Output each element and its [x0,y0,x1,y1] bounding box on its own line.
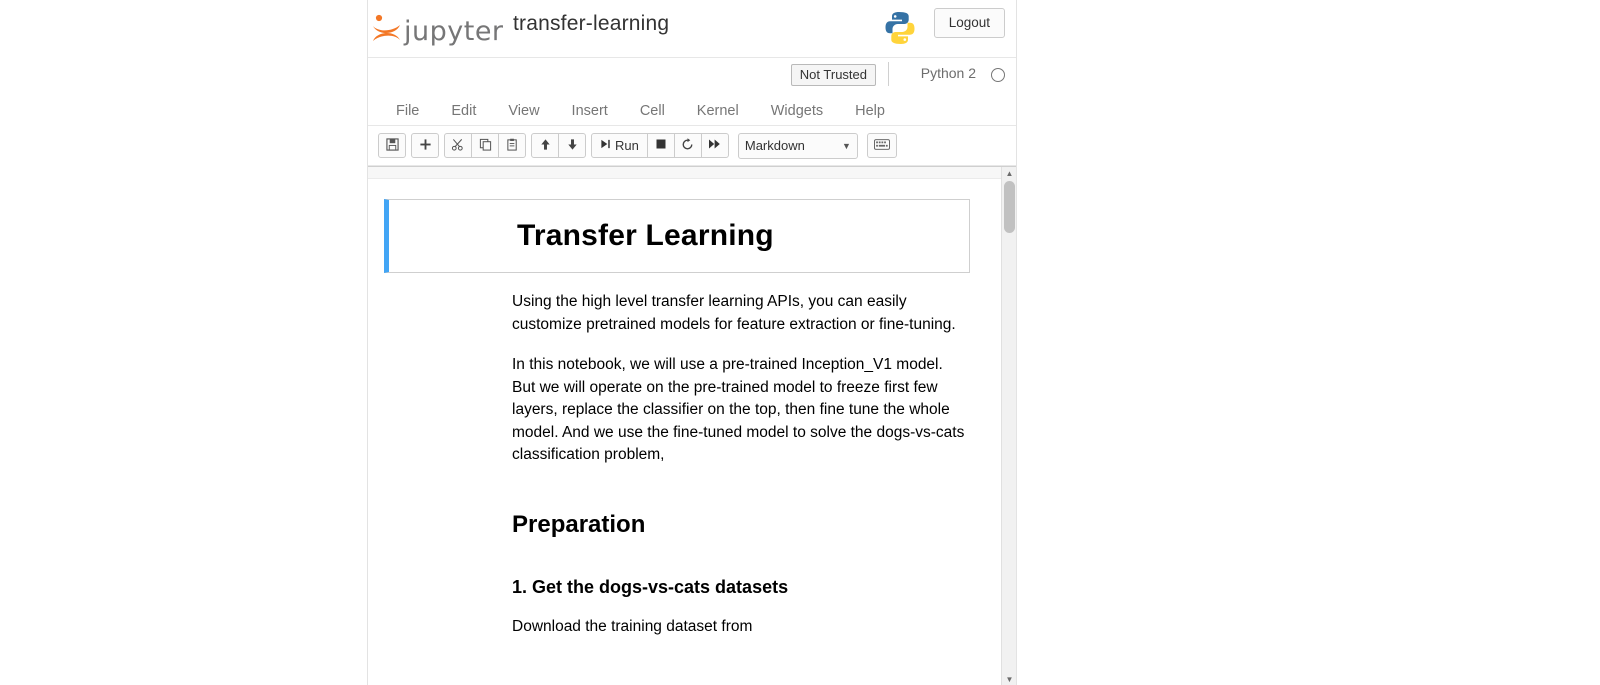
arrow-down-icon [566,138,579,154]
restart-kernel-button[interactable] [674,133,702,158]
plus-icon [419,138,432,154]
jupyter-logo[interactable] [370,11,504,51]
arrow-up-icon [539,138,552,154]
jupyter-logo-text: jupyter [404,15,504,47]
run-play-icon [600,138,611,153]
python-logo-icon [883,10,917,46]
command-palette-button[interactable] [867,133,897,158]
menu-item-insert[interactable]: Insert [571,103,608,119]
paragraph-description: In this notebook, we will use a pre-trained Inception_V1 model. But we will operate on the pre-trained model to freeze first few layers, replace the classifier on the top, then fine tune the whole model. And we use the fine-tuned model to solve the dogs-vs-cats classification problem, [512,356,965,463]
jupyter-logo-icon [370,13,404,49]
paste-icon [506,138,519,154]
logout-button[interactable]: Logout [934,8,1005,38]
move-cell-up-button[interactable] [531,133,559,158]
interrupt-kernel-button[interactable] [647,133,675,158]
kernel-name-label[interactable]: Python 2 [920,65,976,81]
move-button-group [531,133,586,158]
cut-cell-button[interactable] [444,133,472,158]
copy-icon [479,138,492,154]
kernel-idle-circle-icon[interactable] [991,68,1005,82]
page-title: Transfer Learning [517,219,774,252]
chevron-down-icon: ▼ [841,140,851,151]
restart-and-run-all-button[interactable] [701,133,729,158]
trust-and-kernel-bar [368,58,1016,96]
menu-item-widgets[interactable]: Widgets [770,103,824,119]
notebook-top-strip [368,167,1016,179]
restart-circle-icon [681,138,694,154]
run-button-group [591,133,729,158]
menu-item-view[interactable]: View [508,103,540,119]
menu-item-cell[interactable]: Cell [639,103,665,119]
markdown-cell-selected[interactable] [384,199,970,273]
paragraph-download: Download the training dataset from [512,617,753,635]
scrollbar-thumb[interactable] [1004,181,1015,233]
notebook-toolbar [368,126,1016,166]
keyboard-icon [874,139,890,153]
scroll-up-arrow-icon[interactable]: ▲ [1005,169,1014,178]
save-button[interactable] [378,133,406,158]
jupyter-notebook-window [367,0,1017,685]
menu-bar [368,96,1016,126]
paragraph-intro: Using the high level transfer learning APIs, you can easily customize pretrained models for feature extraction or fine-tuning. [512,293,956,333]
toolbar-divider [888,62,889,86]
copy-cell-button[interactable] [471,133,499,158]
cell-type-select[interactable] [738,133,858,159]
scroll-down-arrow-icon[interactable]: ▼ [1005,675,1014,684]
paste-cell-button[interactable] [498,133,526,158]
cell-type-value: Markdown [744,138,805,153]
save-floppy-icon [386,138,399,154]
menu-item-edit[interactable]: Edit [451,103,477,119]
run-label: Run [615,138,639,153]
notebook-scrollbar[interactable] [1001,167,1016,685]
heading-step-one: 1. Get the dogs-vs-cats datasets [512,576,789,597]
notebook-content [368,179,1003,685]
heading-preparation: Preparation [512,510,646,538]
menu-item-kernel[interactable]: Kernel [696,103,739,119]
fast-forward-icon [708,138,722,153]
notebook-header [368,0,1016,58]
notebook-scroll-area [368,166,1016,685]
scissors-icon [451,138,465,154]
insert-cell-below-button[interactable] [411,133,439,158]
menu-item-file[interactable]: File [396,103,420,119]
notebook-title[interactable]: transfer-learning [513,12,670,35]
move-cell-down-button[interactable] [558,133,586,158]
not-trusted-button[interactable]: Not Trusted [791,64,876,86]
menu-item-help[interactable]: Help [855,103,885,119]
edit-button-group [444,133,526,158]
run-cell-button[interactable] [591,133,648,158]
markdown-cell-body[interactable] [384,291,970,638]
stop-square-icon [655,138,667,153]
